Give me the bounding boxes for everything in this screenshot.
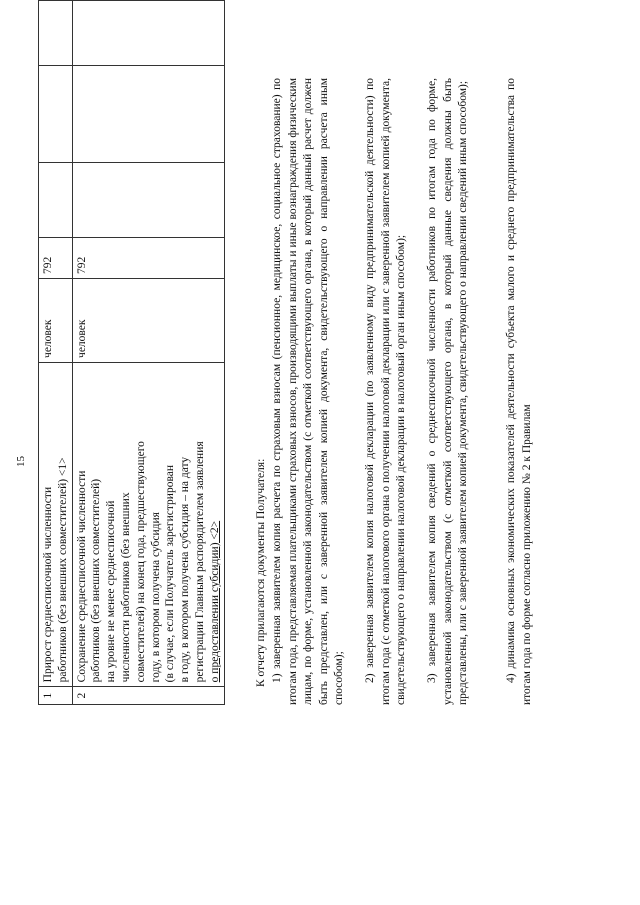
attachment-item-2: 2) заверенная заявителем копия налоговой декларации (по заявленному виду предпринимательской деятельности) по итогам года (с отметкой налогового органа о получении налоговой декларации или с заверенной заявителем копией документа, свидетельствующего о направлении налоговой декларации в налоговый орган иным способом); [364,78,407,705]
indicator-name [39,362,73,686]
value-cell [72,1,224,66]
value-cell [72,65,224,162]
value-cell [72,162,224,237]
indicator-name-line: регистрации Главным распорядителем заявления [193,441,206,683]
okei-code-cell: 792 [39,237,73,278]
value-cell [39,1,73,66]
value-cell [39,65,73,162]
row-number: 2 [72,687,224,705]
attachment-item-3: 3) заверенная заявителем копия сведений о среднесписочной численности работников по итогам года по форме, установленной законодательством (с отметкой соответствующего органа, в который данные сведения должны быть представлены, или с заверенной заявителем копией документа, свидетельствующего о направлении сведений иным способом); [426,78,469,705]
row-number: 1 [39,687,73,705]
unit-cell: человек [39,279,73,363]
indicator-name-line: (в случае, если Получатель зарегистрирован [164,465,177,683]
value-cell [39,162,73,237]
indicator-name-line: на уровне не менее среднесписочной [105,500,118,683]
attachment-item-1: 1) заверенная заявителем копия расчета по страховым взносам (пенсионное, медицинское, социальное страхование) по итогам года, представляемая плательщиками страховых взносов, производящими выплаты и иные вознаграждения физическим лицам, по форме, установленной законодательством (с отметкой соответствующего органа, в который данный расчет должен быть представлен, или с заверенной заявителем копией документа, свидетельствующего о направлении расчета иным способом); [271,78,345,705]
table-row [72,1,224,705]
indicators-table [38,0,225,705]
indicator-name-line: численности работников (без внешних [119,492,132,683]
attachments-heading: К отчету прилагаются документы Получателя: [255,458,267,687]
attachment-item-4: 4) динамика основных экономических показателей деятельности субъекта малого и среднего предпринимательства по итогам года по форме согласно приложению № 2 к Правилам [505,78,533,705]
indicator-name-line: о предоставлении субсидии) <2> [208,520,221,683]
indicator-name [72,362,224,686]
indicator-name-line: Сохранение среднесписочной численности [75,470,88,683]
unit-cell: человек [72,279,224,363]
indicator-name-line: в году, в котором получена субсидия – на дату [179,456,192,683]
table-row [39,1,73,705]
indicator-name-line: работников (без внешних совместителей) [90,478,103,683]
indicator-name-line: Прирост среднесписочной численности [42,486,54,683]
indicator-name-line: году, в котором получена субсидия [149,512,162,683]
okei-code-cell: 792 [72,237,224,278]
indicator-name-line: работников (без внешних совместителей) <1> [56,457,69,683]
indicator-name-line: совместителей) на конец года, предшествующего [134,441,147,683]
page-number: 15 [15,456,27,467]
